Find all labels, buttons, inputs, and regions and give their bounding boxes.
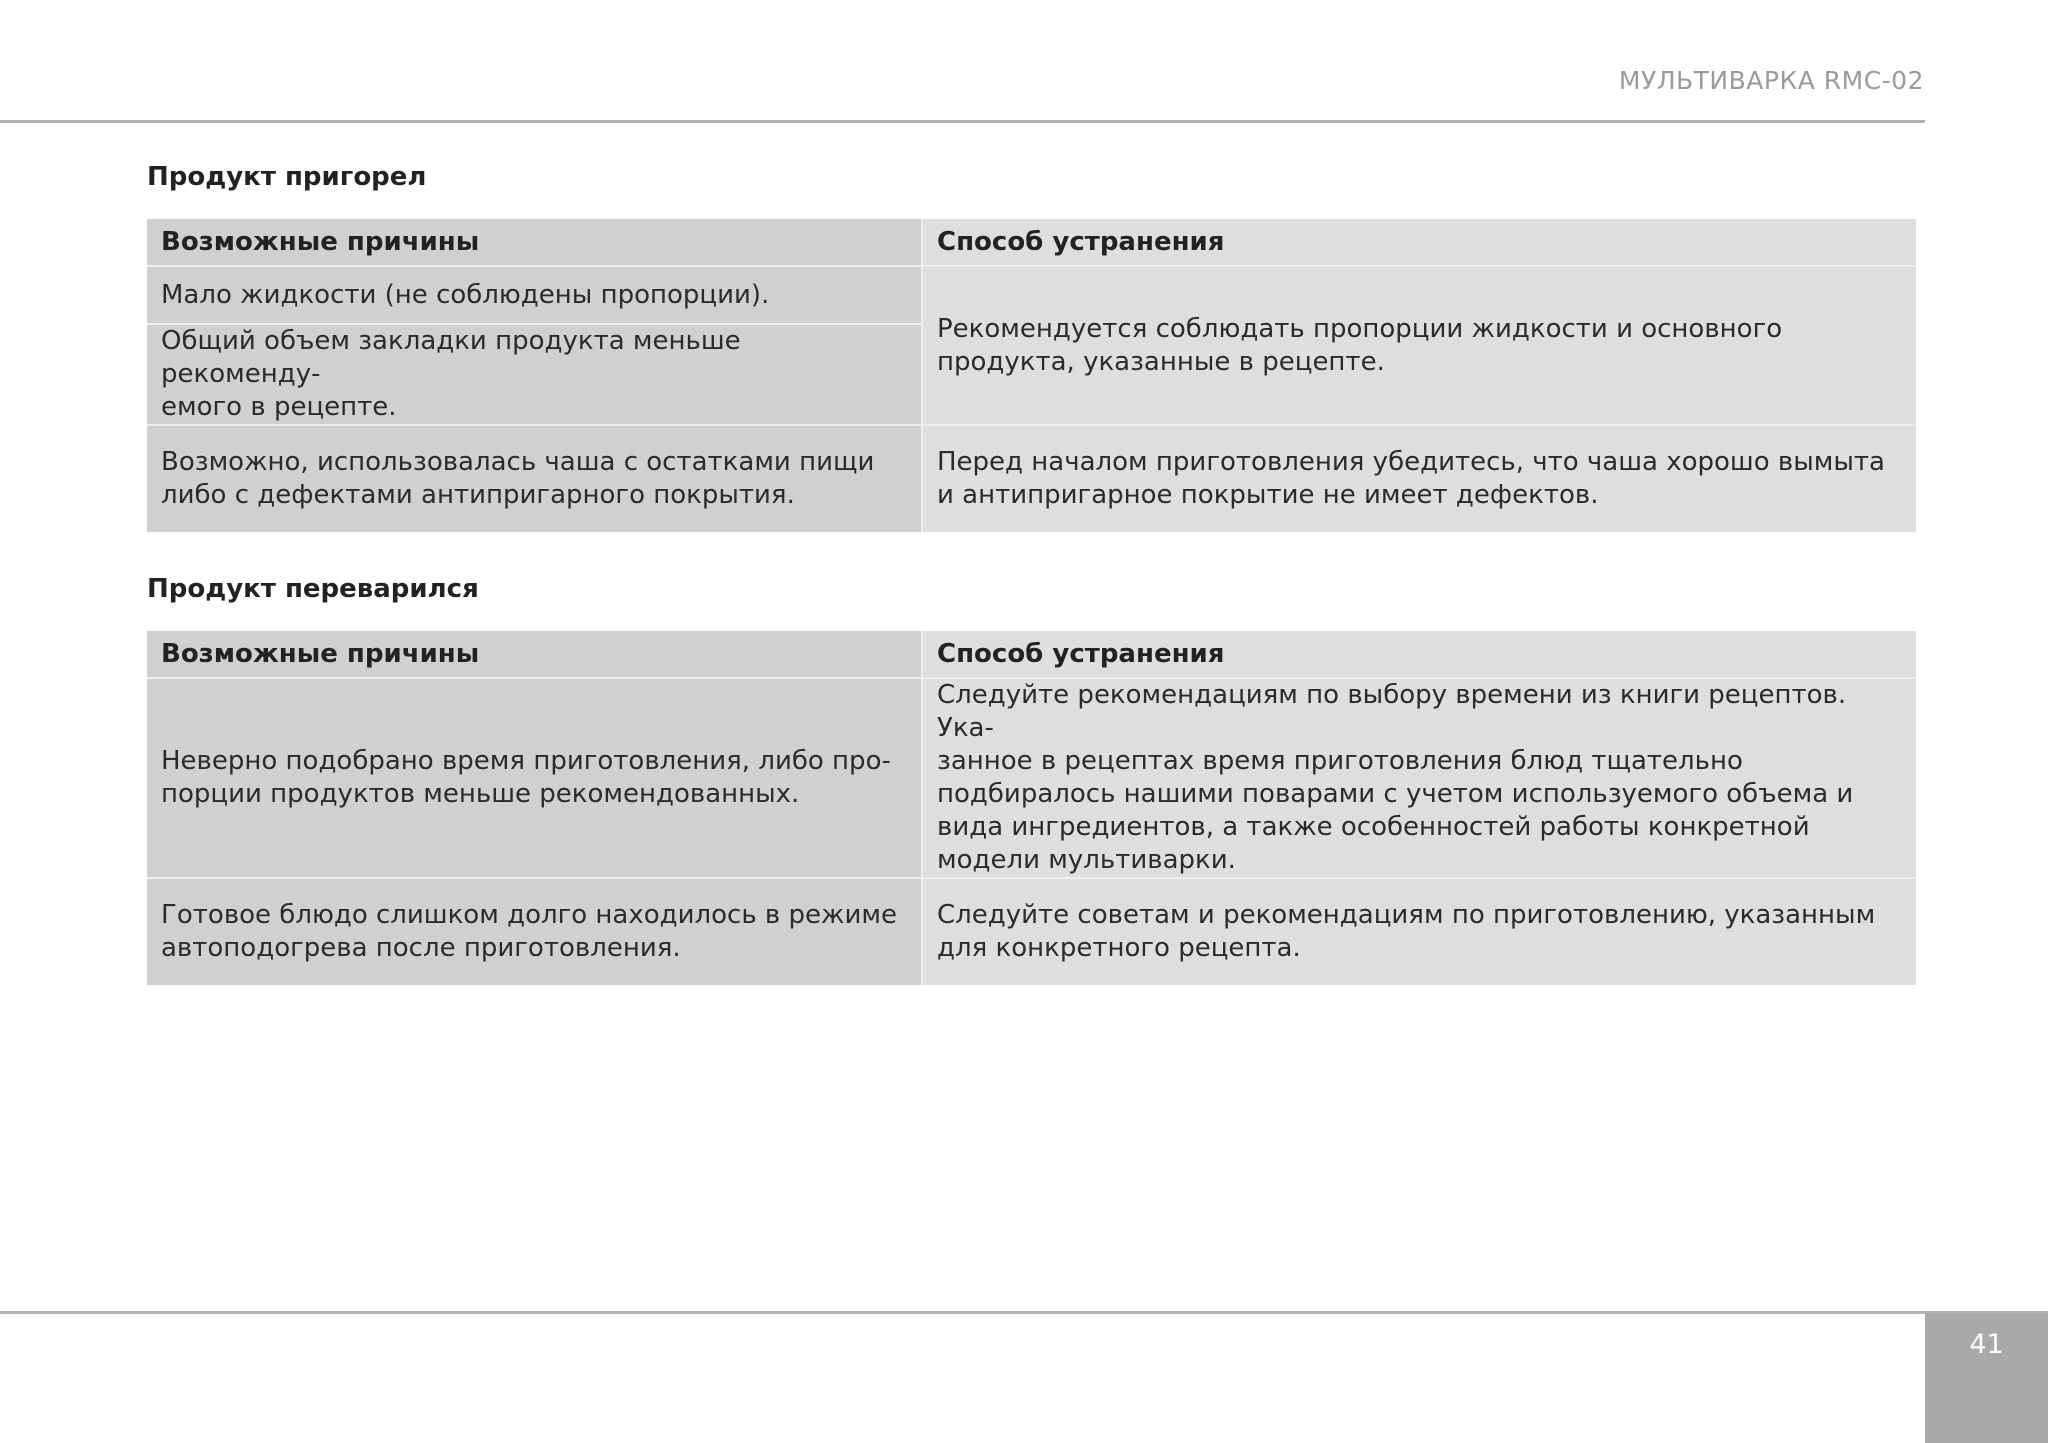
- table-row: [147, 266, 1916, 324]
- cause-cell: Возможно, использовалась чаша с остатками пищи либо с дефектами антипригарного покрытия.: [147, 425, 922, 532]
- cause-cell: Общий объем закладки продукта меньше рекоменду- емого в рецепте.: [147, 324, 922, 425]
- header-causes: Возможные причины: [147, 219, 922, 266]
- table-header-row: [147, 631, 1916, 678]
- header-fix: Способ устранения: [922, 219, 1916, 266]
- fix-cell: Следуйте рекомендациям по выбору времени из книги рецептов. Ука- занное в рецептах время приготовления блюд тщательно подбиралось нашими поварами с учетом используемого объема и вида ингредиентов, а также особенностей работы конкретной модели мультиварки.: [922, 678, 1916, 878]
- section-title-burnt: Продукт пригорел: [147, 162, 427, 192]
- table-row: [147, 425, 1916, 532]
- cause-cell: Неверно подобрано время приготовления, либо про- порции продуктов меньше рекомендованных.: [147, 678, 922, 878]
- header-causes: Возможные причины: [147, 631, 922, 678]
- fix-cell: Рекомендуется соблюдать пропорции жидкости и основного продукта, указанные в рецепте.: [922, 266, 1916, 425]
- section-title-overcooked: Продукт переварился: [147, 574, 479, 604]
- page-number-box: [1925, 1313, 2048, 1443]
- page-number: 41: [1969, 1329, 2004, 1360]
- running-header-title: МУЛЬТИВАРКА RMC-02: [1618, 66, 1924, 95]
- troubleshooting-table-overcooked: [147, 631, 1916, 985]
- cause-cell: Готовое блюдо слишком долго находилось в режиме автоподогрева после приготовления.: [147, 878, 922, 985]
- cause-cell: Мало жидкости (не соблюдены пропорции).: [147, 266, 922, 324]
- table-row: [147, 878, 1916, 985]
- table-header-row: [147, 219, 1916, 266]
- fix-cell: Перед началом приготовления убедитесь, что чаша хорошо вымыта и антипригарное покрытие не имеет дефектов.: [922, 425, 1916, 532]
- footer-rule: [0, 1311, 2048, 1314]
- header-rule: [0, 120, 1925, 123]
- header-fix: Способ устранения: [922, 631, 1916, 678]
- table-row: [147, 678, 1916, 878]
- troubleshooting-table-burnt: [147, 219, 1916, 532]
- fix-cell: Следуйте советам и рекомендациям по приготовлению, указанным для конкретного рецепта.: [922, 878, 1916, 985]
